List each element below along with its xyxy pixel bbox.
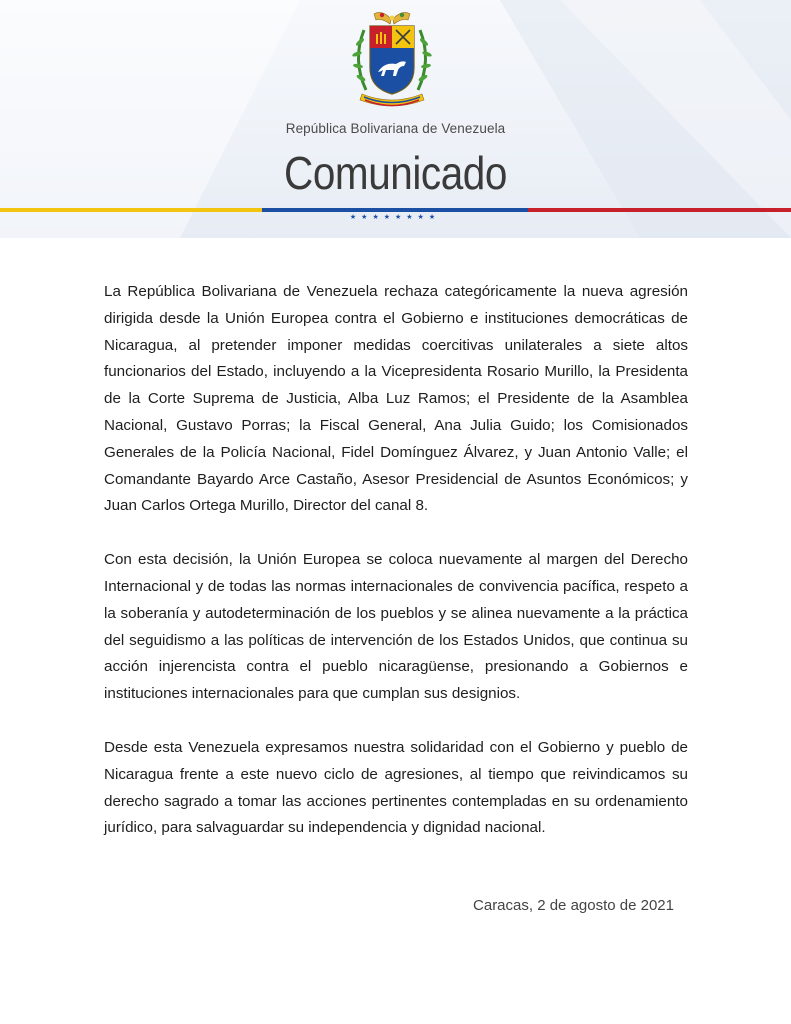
flag-band-blue <box>262 208 528 212</box>
letterhead <box>0 0 791 238</box>
paragraph-1: La República Bolivariana de Venezuela rechaza categóricamente la nueva agresión dirigida desde la Unión Europea contra el Gobierno e instituciones democráticas de Nicaragua, al pretender imponer medidas coercitivas unilaterales a siete altos funcionarios del Estado, incluyendo a la Vicepresidenta Rosario Murillo, la Presidenta de la Corte Suprema de Justicia, Alba Luz Ramos; el Presidente de la Asamblea Nacional, Gustavo Porras; la Fiscal General, Ana Julia Guido; los Comisionados Generales de la Policía Nacional, Fidel Domínguez Álvarez, y Juan Antonio Valle; el Comandante Bayardo Arce Castaño, Asesor Presidencial de Asuntos Económicos; y Juan Carlos Ortega Murillo, Director del canal 8. <box>104 283 688 515</box>
flag-band-red <box>528 208 791 212</box>
republic-name: República Bolivariana de Venezuela <box>285 121 506 136</box>
place-and-date: Caracas, 2 de agosto de 2021 <box>473 897 674 914</box>
paragraph-2: Con esta decisión, la Unión Europea se coloca nuevamente al margen del Derecho Internacional y de todas las normas internacionales de convivencia pacífica, respeto a la soberanía y autodeterminación de los pueblos y se alinea nuevamente a la práctica del seguidismo a las políticas de intervención de los Estados Unidos, que continua su acción injerencista contra el pueblo nicaragüense, presionando a Gobiernos e instituciones internacionales para que cumplan sus designios. <box>104 551 688 703</box>
flag-band-yellow <box>0 208 262 212</box>
venezuela-coat-of-arms-icon <box>342 10 442 112</box>
paragraph-3: Desde esta Venezuela expresamos nuestra solidaridad con el Gobierno y pueblo de Nicaragua frente a este nuevo ciclo de agresiones, al tiempo que reivindicamos su derecho sagrado a tomar las acciones pertinentes contempladas en su ordenamiento jurídico, para salvaguardar su independencia y dignidad nacional. <box>104 738 688 837</box>
communique-body <box>104 279 688 869</box>
page-title: Comunicado <box>284 147 507 199</box>
flag-stars: ★★★★★★★★ <box>349 214 441 221</box>
